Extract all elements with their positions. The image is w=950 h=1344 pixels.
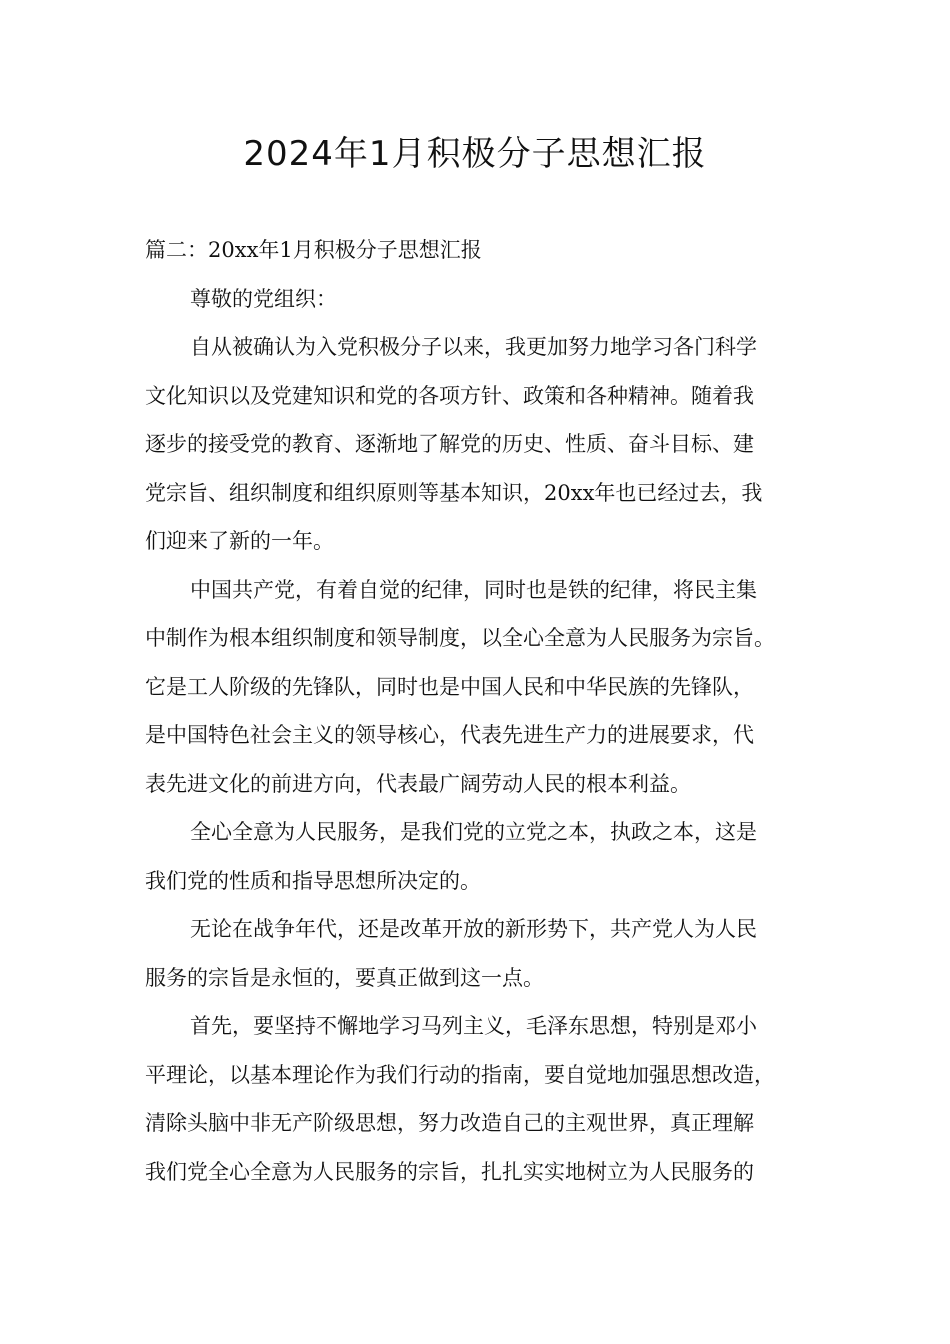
text-line: 首先，要坚持不懈地学习马列主义，毛泽东思想，特别是邓小	[190, 1014, 757, 1038]
document-body	[145, 226, 815, 1196]
text-line: 平理论，以基本理论作为我们行动的指南，要自觉地加强思想改造，	[145, 1062, 775, 1087]
text-line: 中国共产党，有着自觉的纪律，同时也是铁的纪律，将民主集	[190, 577, 757, 602]
text-line: 党宗旨、组织制度和组织原则等基本知识，20xx年也已经过去，我	[145, 480, 763, 505]
document-title: 2024年1月积极分子思想汇报	[243, 134, 707, 174]
text-line: 我们党的性质和指导思想所决定的。	[145, 868, 481, 893]
text-line: 全心全意为人民服务，是我们党的立党之本，执政之本，这是	[190, 820, 757, 844]
text-line: 们迎来了新的一年。	[145, 529, 334, 553]
text-line: 清除头脑中非无产阶级思想，努力改造自己的主观世界，真正理解	[145, 1111, 754, 1135]
text-line: 服务的宗旨是永恒的，要真正做到这一点。	[145, 965, 544, 990]
text-line: 自从被确认为入党积极分子以来，我更加努力地学习各门科学	[190, 335, 757, 359]
text-line: 我们党全心全意为人民服务的宗旨，扎扎实实地树立为人民服务的	[145, 1159, 754, 1184]
text-line: 逐步的接受党的教育、逐渐地了解党的历史、性质、奋斗目标、建	[145, 432, 754, 456]
text-line: 尊敬的党组织：	[190, 286, 337, 311]
text-line: 篇二：20xx年1月积极分子思想汇报	[145, 238, 482, 262]
text-line: 中制作为根本组织制度和领导制度，以全心全意为人民服务为宗旨。	[145, 626, 775, 650]
text-line: 是中国特色社会主义的领导核心，代表先进生产力的进展要求，代	[145, 723, 754, 747]
text-line: 它是工人阶级的先锋队，同时也是中国人民和中华民族的先锋队，	[145, 674, 754, 699]
text-line: 无论在战争年代，还是改革开放的新形势下，共产党人为人民	[190, 917, 757, 941]
text-line: 表先进文化的前进方向，代表最广阔劳动人民的根本利益。	[145, 771, 691, 796]
text-line: 文化知识以及党建知识和党的各项方针、政策和各种精神。随着我	[145, 383, 754, 408]
